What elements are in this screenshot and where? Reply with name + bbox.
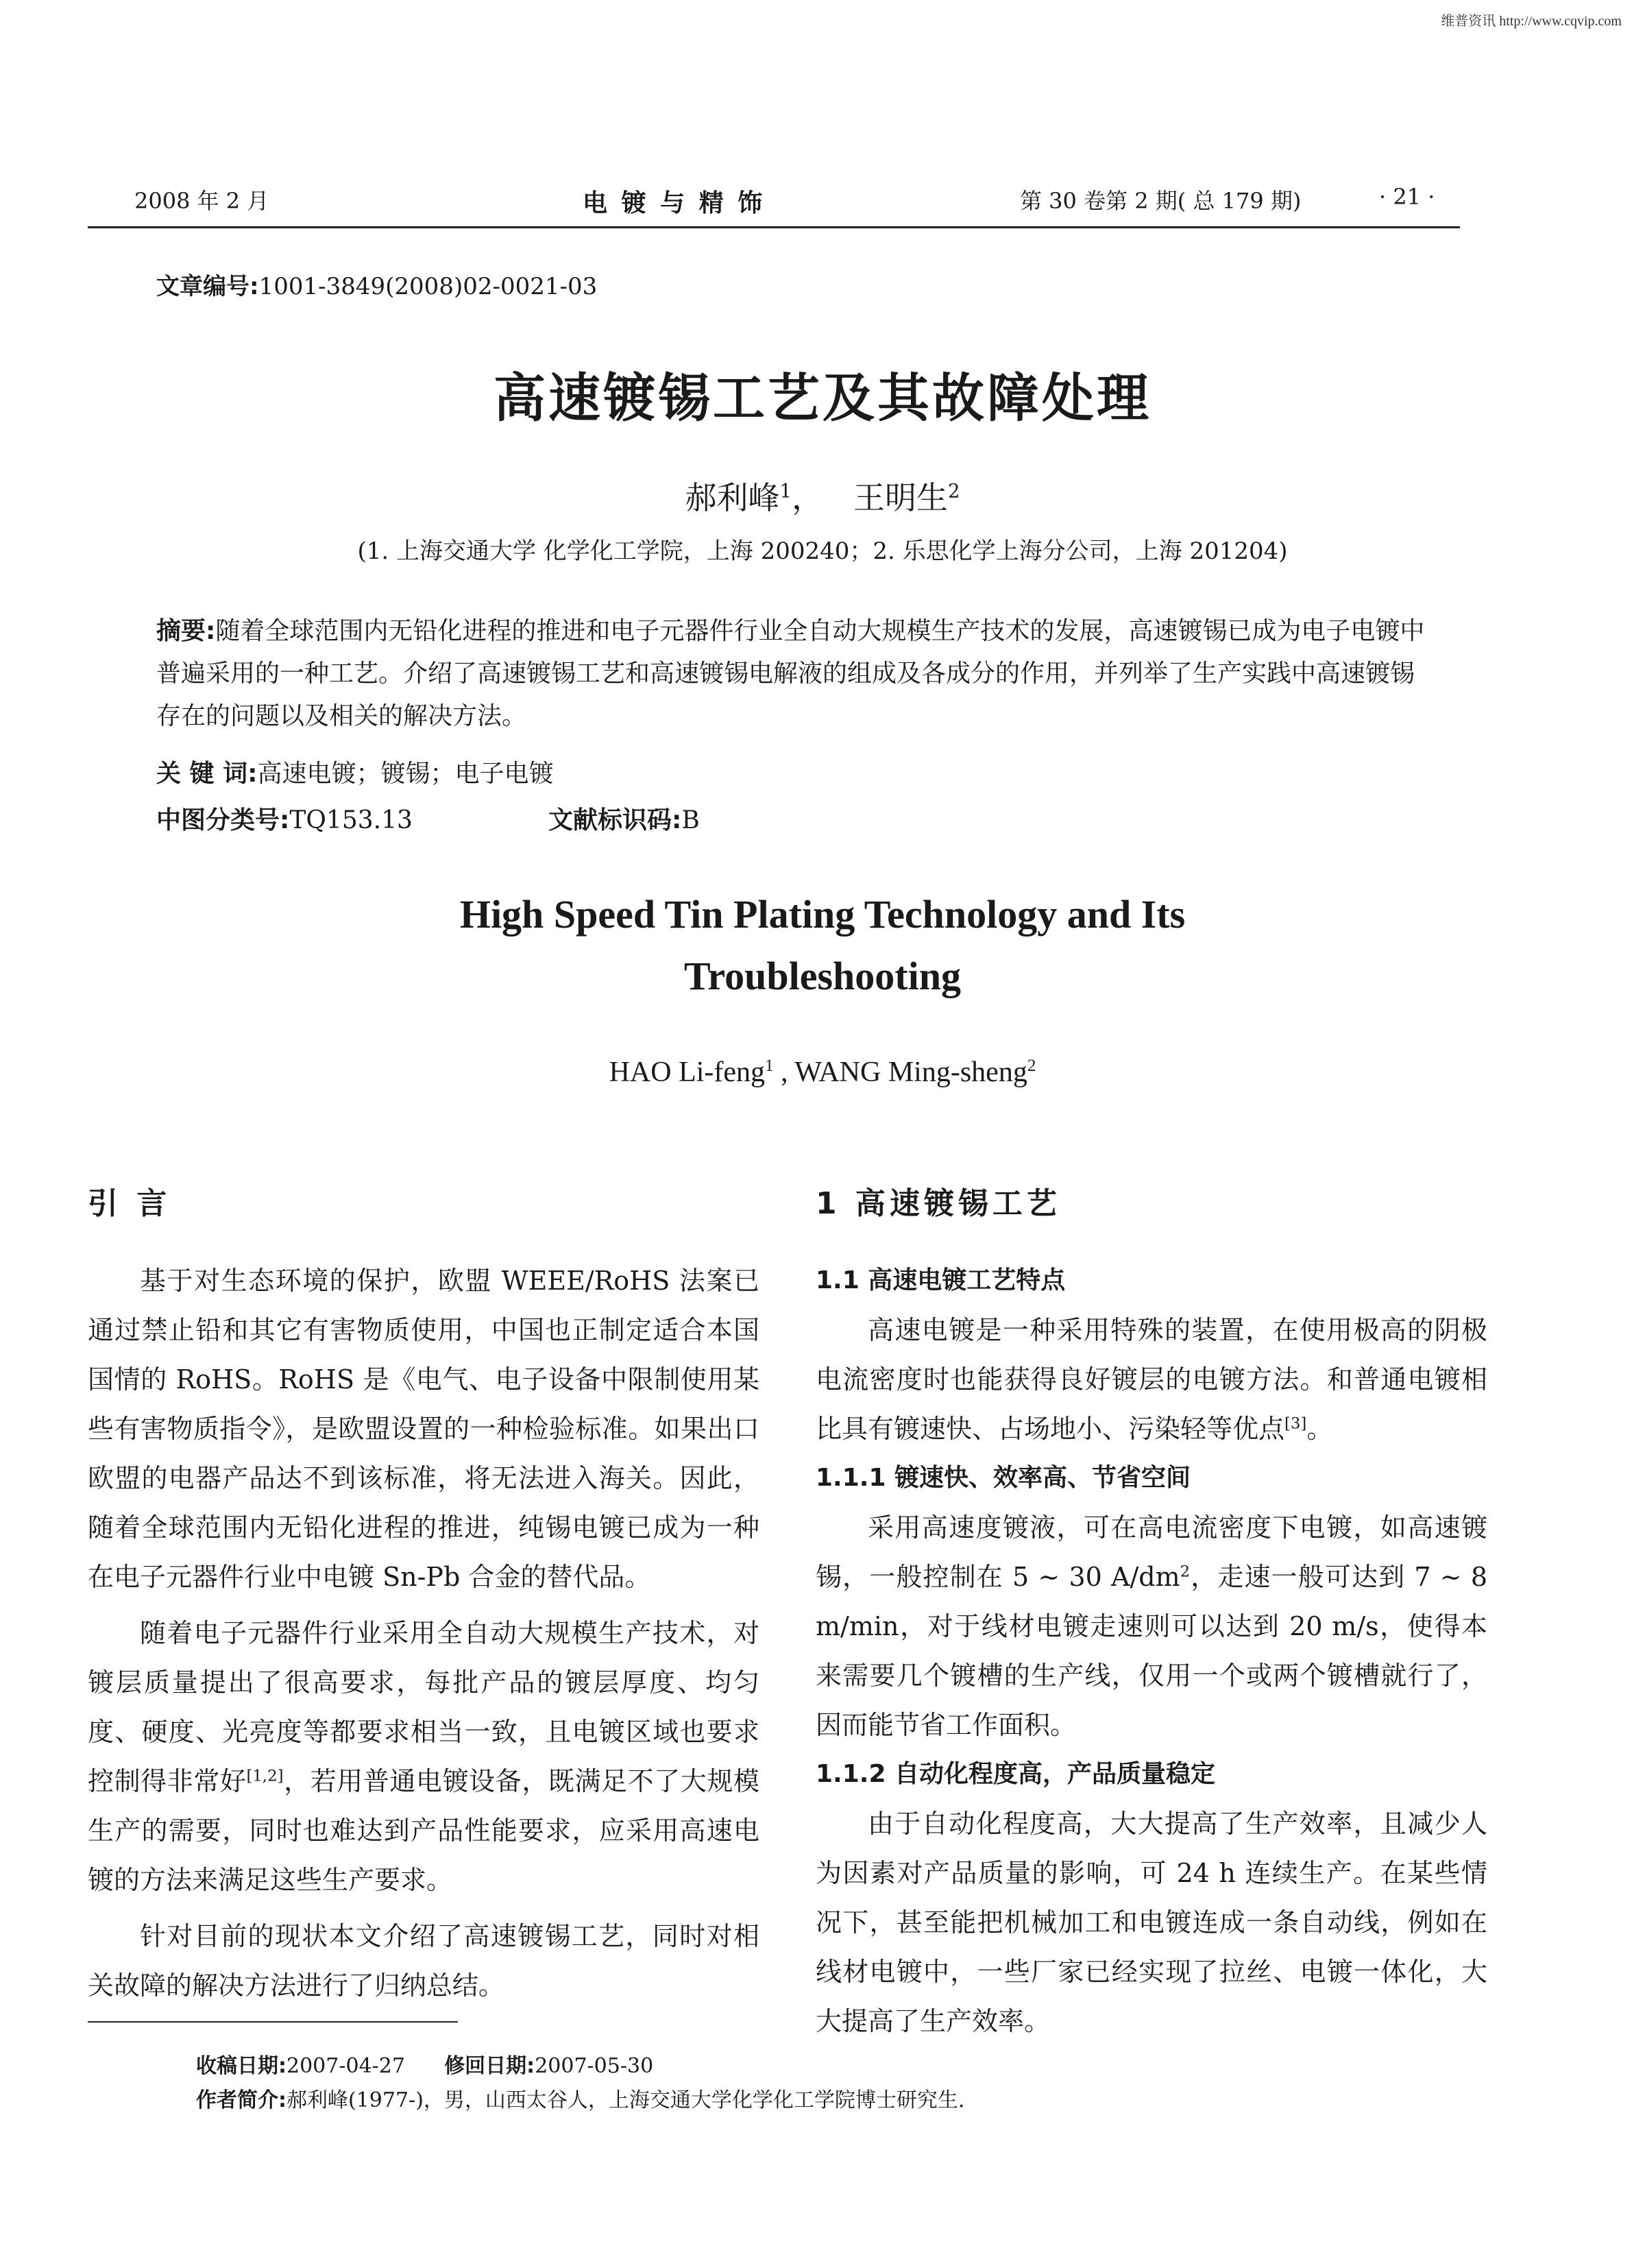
received-date: 2007-04-27 — [287, 2054, 405, 2078]
bio-text: 郝利峰(1977-)，男，山西太谷人，上海交通大学化学化工学院博士研究生. — [287, 2088, 965, 2112]
document-code — [548, 801, 700, 836]
citation-3: [3] — [1284, 1414, 1307, 1433]
subsection-heading-1-1: 1.1 高速电镀工艺特点 — [816, 1266, 1066, 1294]
article-number-label: 文章编号: — [156, 273, 259, 300]
classification-number — [156, 801, 413, 836]
author-separator-cn: ， — [792, 479, 824, 516]
section-1-1-paragraph — [816, 1305, 1487, 1453]
clc-value: TQ153.13 — [289, 806, 413, 834]
bio-label: 作者简介: — [196, 2088, 287, 2112]
revised-label: 修回日期: — [444, 2054, 535, 2078]
keywords-value: 高速电镀；镀锡；电子电镀 — [257, 760, 554, 788]
section-1-1-2-paragraph: 由于自动化程度高，大大提高了生产效率，且减少人为因素对产品质量的影响，可 24 h 连续生产。在某些情况下，甚至能把机械加工和电镀连成一条自动线，例如在线材电镀中，一些厂家已经实现了拉丝、电镀一体化，大大提高了生产效率。 — [816, 1809, 1487, 2036]
author-2-cn: 王明生 — [853, 479, 948, 516]
intro-paragraph-2 — [88, 1608, 759, 1905]
footnote-author-bio — [196, 2083, 964, 2113]
footnote-rule — [88, 2021, 458, 2023]
title-english-line-2: Troubleshooting — [684, 954, 961, 998]
intro-paragraph-2-text-a: 随着电子元器件行业采用全自动大规模生产技术，对镀层质量提出了很高要求，每批产品的镀层厚度、均匀度、硬度、光亮度等都要求相当一致，且电镀区域也要求控制得非常好 — [88, 1618, 759, 1796]
author-2-cn-affil: 2 — [947, 479, 960, 503]
authors-english — [0, 1056, 1645, 1089]
clc-label: 中图分类号: — [156, 806, 290, 834]
keywords — [156, 754, 553, 789]
intro-paragraph-3: 针对目前的现状本文介绍了高速镀锡工艺，同时对相关故障的解决方法进行了归纳总结。 — [88, 1921, 759, 2001]
affiliation-chinese: (1. 上海交通大学 化学化工学院，上海 200240；2. 乐思化学上海分公司，上海 201204) — [357, 538, 1288, 565]
author-separator-en: , — [773, 1057, 795, 1088]
section-1-1-1-text-a: 采用高速度镀液，可在高电流密度下电镀，如高速镀锡，一般控制在 5 ~ 30 A/dm — [816, 1512, 1487, 1592]
keywords-label: 关 键 词: — [156, 760, 258, 788]
right-column — [816, 1179, 1487, 2046]
header-date: 2008 年 2 月 — [134, 188, 269, 214]
section-heading-1: 1 高速镀锡工艺 — [816, 1186, 1061, 1221]
abstract-chinese — [156, 610, 1431, 738]
intro-paragraph-2-text-b: ，若用普通电镀设备，既满足不了大规模生产的需要，同时也难达到产品性能要求，应采用高速电镀的方法来满足这些生产要求。 — [88, 1766, 759, 1895]
section-heading-introduction: 引 言 — [88, 1186, 171, 1221]
citation-1-2: [1,2] — [246, 1767, 284, 1785]
footnote-dates — [196, 2049, 653, 2079]
author-2-en: WANG Ming-sheng — [794, 1057, 1027, 1088]
header-volume: 第 30 卷第 2 期( 总 179 期) — [1020, 188, 1302, 214]
title-chinese: 高速镀锡工艺及其故障处理 — [494, 367, 1152, 429]
subsection-heading-1-1-2: 1.1.2 自动化程度高，产品质量稳定 — [816, 1760, 1216, 1788]
article-number — [156, 267, 597, 301]
section-1-1-1-text-b: ，走速一般可达到 7 ~ 8 m/min，对于线材电镀走速则可以达到 20 m/s，使得本来需要几个镀槽的生产线，仅用一个或两个镀槽就行了，因而能节省工作面积。 — [816, 1562, 1487, 1740]
section-1-1-text-b: 。 — [1306, 1414, 1333, 1444]
doc-code-label: 文献标识码: — [548, 806, 682, 834]
abstract-text: 随着全球范围内无铅化进程的推进和电子元器件行业全自动大规模生产技术的发展，高速镀锡已成为电子电镀中普遍采用的一种工艺。介绍了高速镀锡工艺和高速镀锡电解液的组成及各成分的作用，并列举了生产实践中高速镀锡存在的问题以及相关的解决方法。 — [156, 617, 1425, 730]
header-page-number: · 21 · — [1379, 184, 1435, 210]
watermark: 维普资讯 http://www.cqvip.com — [1441, 14, 1622, 29]
title-english-line-1: High Speed Tin Plating Technology and Its — [459, 892, 1186, 937]
author-1-cn-affil: 1 — [779, 479, 792, 503]
unit-exponent: 2 — [1180, 1563, 1191, 1581]
revised-date: 2007-05-30 — [535, 2054, 654, 2078]
author-1-cn: 郝利峰 — [685, 479, 780, 516]
received-label: 收稿日期: — [196, 2054, 287, 2078]
author-1-en-affil: 1 — [765, 1057, 774, 1075]
section-1-1-1-paragraph — [816, 1503, 1487, 1750]
doc-code-value: B — [681, 806, 700, 834]
header-journal: 电 镀 与 精 饰 — [583, 189, 766, 217]
subsection-heading-1-1-1: 1.1.1 镀速快、效率高、节省空间 — [816, 1464, 1191, 1492]
header-rule — [88, 226, 1460, 228]
abstract-label: 摘要: — [156, 617, 216, 645]
intro-paragraph-1: 基于对生态环境的保护，欧盟 WEEE/RoHS 法案已通过禁止铅和其它有害物质使用，中国也正制定适合本国国情的 RoHS。RoHS 是《电气、电子设备中限制使用某些有害物质指令》，是欧盟设置的一种检验标准。如果出口欧盟的电器产品达不到该标准，将无法进入海关。因此，随着全球范围内无铅化进程的推进，纯锡电镀已成为一种在电子元器件行业中电镀 Sn-Pb 合金的替代品。 — [88, 1266, 759, 1592]
article-number-value: 1001-3849(2008)02-0021-03 — [258, 273, 598, 300]
author-1-en: HAO Li-feng — [609, 1057, 766, 1088]
author-2-en-affil: 2 — [1027, 1057, 1036, 1075]
authors-chinese — [0, 473, 1645, 518]
section-1-1-text-a: 高速电镀是一种采用特殊的装置，在使用极高的阴极电流密度时也能获得良好镀层的电镀方法。和普通电镀相比具有镀速快、占场地小、污染轻等优点 — [816, 1315, 1487, 1444]
left-column — [88, 1179, 759, 2010]
